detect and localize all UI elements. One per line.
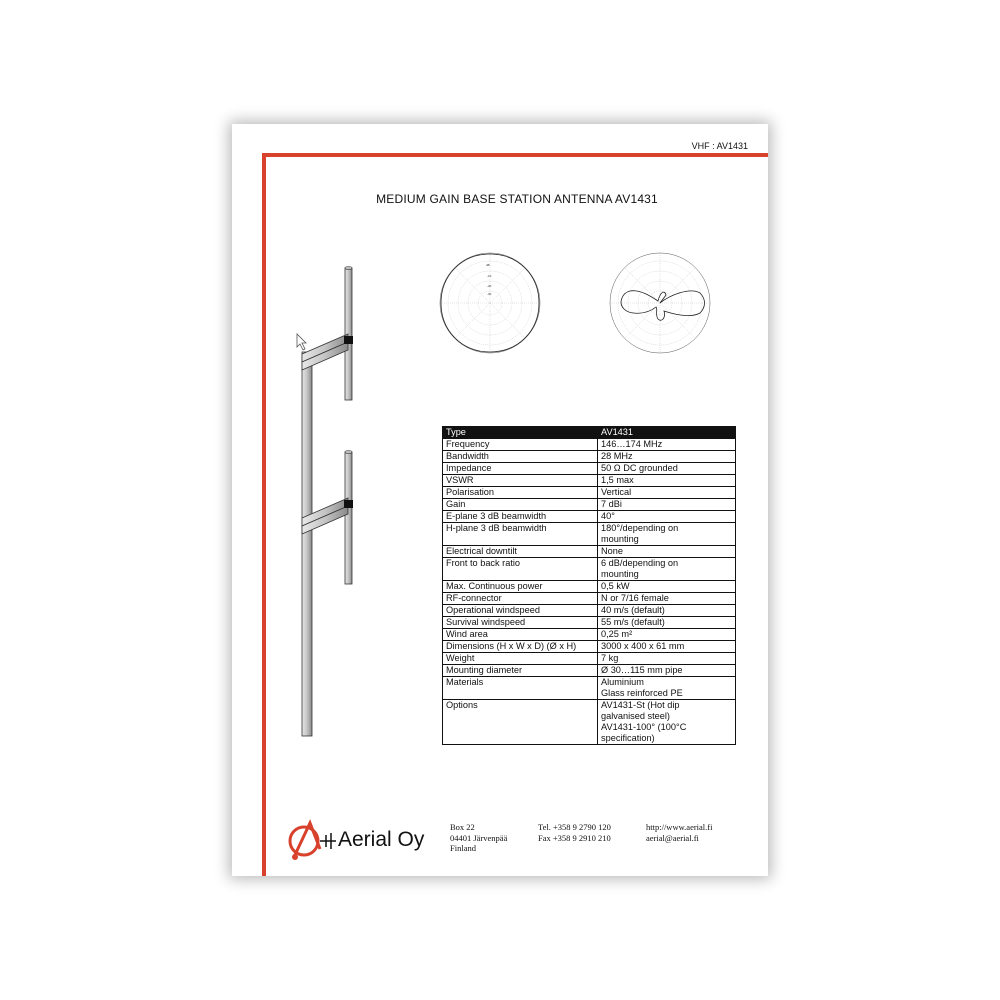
accent-line-left xyxy=(262,153,266,876)
spec-value: 40° xyxy=(598,511,736,523)
table-row xyxy=(443,546,736,558)
address-line: 04401 Järvenpää xyxy=(450,832,508,843)
datasheet-page xyxy=(232,124,768,876)
svg-text:dB: dB xyxy=(486,263,490,267)
table-row xyxy=(443,665,736,677)
table-row xyxy=(443,558,736,581)
table-row xyxy=(443,487,736,499)
spec-label: H-plane 3 dB beamwidth xyxy=(443,523,598,546)
table-row xyxy=(443,605,736,617)
specifications-body xyxy=(443,439,736,745)
header-value: AV1431 xyxy=(598,427,736,439)
spec-value: 146…174 MHz xyxy=(598,439,736,451)
spec-label: VSWR xyxy=(443,475,598,487)
specifications-table xyxy=(442,426,736,745)
spec-value: 40 m/s (default) xyxy=(598,605,736,617)
page-title: MEDIUM GAIN BASE STATION ANTENNA AV1431 xyxy=(376,192,658,206)
table-row xyxy=(443,523,736,546)
spec-label: Gain xyxy=(443,499,598,511)
spec-value: Ø 30…115 mm pipe xyxy=(598,665,736,677)
spec-label: Max. Continuous power xyxy=(443,581,598,593)
company-phone xyxy=(538,822,611,843)
table-row xyxy=(443,617,736,629)
spec-value: Aluminium Glass reinforced PE xyxy=(598,677,736,700)
accent-line-top xyxy=(262,153,768,157)
spec-label: Dimensions (H x W x D) (Ø x H) xyxy=(443,641,598,653)
table-row xyxy=(443,593,736,605)
spec-label: Options xyxy=(443,700,598,745)
h-plane-pattern-chart xyxy=(430,243,550,363)
address-line: Box 22 xyxy=(450,822,475,832)
table-row xyxy=(443,463,736,475)
spec-label: Wind area xyxy=(443,629,598,641)
mouse-cursor-icon xyxy=(296,333,308,351)
svg-text:-30: -30 xyxy=(487,292,492,296)
phone-number: Tel. +358 9 2790 120 xyxy=(538,822,611,832)
spec-label: Operational windspeed xyxy=(443,605,598,617)
table-row xyxy=(443,653,736,665)
spec-label: E-plane 3 dB beamwidth xyxy=(443,511,598,523)
header-label: Type xyxy=(443,427,598,439)
spec-value: None xyxy=(598,546,736,558)
e-plane-pattern-chart xyxy=(600,243,720,363)
spec-label: Survival windspeed xyxy=(443,617,598,629)
table-header-row xyxy=(443,427,736,439)
table-row xyxy=(443,499,736,511)
svg-text:-10: -10 xyxy=(487,274,492,278)
spec-label: Materials xyxy=(443,677,598,700)
table-row xyxy=(443,641,736,653)
spec-value: 0,5 kW xyxy=(598,581,736,593)
website-link[interactable]: http://www.aerial.fi xyxy=(646,822,713,832)
spec-value: 55 m/s (default) xyxy=(598,617,736,629)
spec-value: 6 dB/depending on mounting xyxy=(598,558,736,581)
company-name: Aerial Oy xyxy=(338,828,425,851)
spec-value: 28 MHz xyxy=(598,451,736,463)
table-row xyxy=(443,581,736,593)
table-row xyxy=(443,451,736,463)
spec-value: Vertical xyxy=(598,487,736,499)
spec-value: 50 Ω DC grounded xyxy=(598,463,736,475)
table-row xyxy=(443,629,736,641)
table-row xyxy=(443,700,736,745)
spec-label: Bandwidth xyxy=(443,451,598,463)
document-code: VHF : AV1431 xyxy=(691,141,748,151)
spec-label: Weight xyxy=(443,653,598,665)
spec-value: 3000 x 400 x 61 mm xyxy=(598,641,736,653)
spec-label: RF-connector xyxy=(443,593,598,605)
spec-value: 7 kg xyxy=(598,653,736,665)
company-web xyxy=(646,822,713,843)
spec-value: 7 dBi xyxy=(598,499,736,511)
email-link[interactable]: aerial@aerial.fi xyxy=(646,832,699,843)
spec-label: Impedance xyxy=(443,463,598,475)
spec-value: 1,5 max xyxy=(598,475,736,487)
spec-value: 180°/depending on mounting xyxy=(598,523,736,546)
table-row xyxy=(443,439,736,451)
spec-label: Front to back ratio xyxy=(443,558,598,581)
spec-value: N or 7/16 female xyxy=(598,593,736,605)
table-row xyxy=(443,475,736,487)
spec-label: Polarisation xyxy=(443,487,598,499)
footer xyxy=(232,819,768,869)
spec-value: AV1431-St (Hot dip galvanised steel) AV1431-100° (100°C specification) xyxy=(598,700,736,745)
table-row xyxy=(443,677,736,700)
spec-label: Electrical downtilt xyxy=(443,546,598,558)
company-address xyxy=(450,822,507,854)
spec-label: Frequency xyxy=(443,439,598,451)
spec-value: 0,25 m² xyxy=(598,629,736,641)
fax-number: Fax +358 9 2910 210 xyxy=(538,832,611,843)
spec-label: Mounting diameter xyxy=(443,665,598,677)
svg-text:-20: -20 xyxy=(487,284,492,288)
table-row xyxy=(443,511,736,523)
address-line: Finland xyxy=(450,843,476,853)
